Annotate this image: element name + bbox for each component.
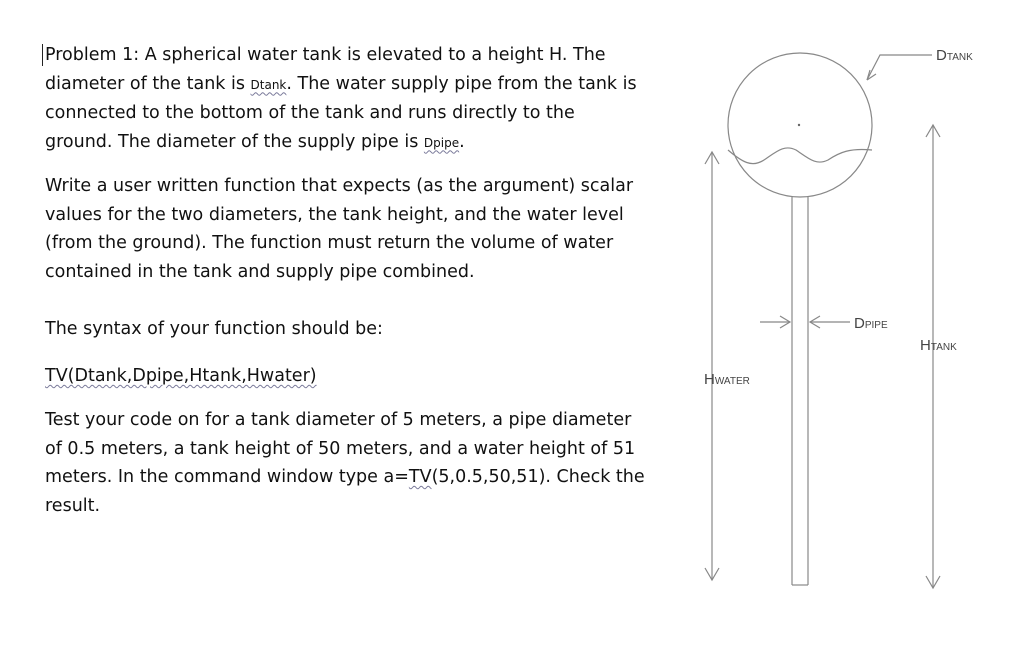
paragraph-description: Problem 1: A spherical water tank is elevated to a height H. The diameter of the tank is Dtank. The water supply pipe from the tank is connected to the bottom of the tank and runs directly to the ground. The diameter of the supply pipe is Dpipe. xyxy=(45,45,637,152)
dtank-symbol: Dtank xyxy=(250,77,287,92)
problem-title: Problem 1: xyxy=(45,45,140,65)
label-dtank: DTANK xyxy=(936,47,973,64)
dpipe-symbol: Dpipe xyxy=(423,135,460,150)
syntax-label: The syntax of your function should be: xyxy=(45,319,383,339)
water-surface xyxy=(728,148,872,164)
syntax-code: TV(Dtank,Dpipe,Htank,Hwater) xyxy=(45,366,317,386)
label-htank: HTANK xyxy=(920,337,957,354)
paragraph-task: Write a user written function that expects (as the argument) scalar values for the two diameters, the tank height, and the water level (from the ground). The function must return the volume of water contained in the tank and supply pipe combined. xyxy=(45,176,634,282)
tank-center xyxy=(798,124,800,126)
dtank-leader xyxy=(867,55,932,80)
paragraph-test: Test your code on for a tank diameter of 5 meters, a pipe diameter of 0.5 meters, a tank height of 50 meters, and a water height of 51 meters. In the command window type a=TV(5,0.5,50,51). Check the result. xyxy=(45,410,645,516)
tv-symbol: TV xyxy=(408,467,432,487)
label-dpipe: DPIPE xyxy=(854,315,888,332)
label-hwater: HWATER xyxy=(704,371,750,388)
